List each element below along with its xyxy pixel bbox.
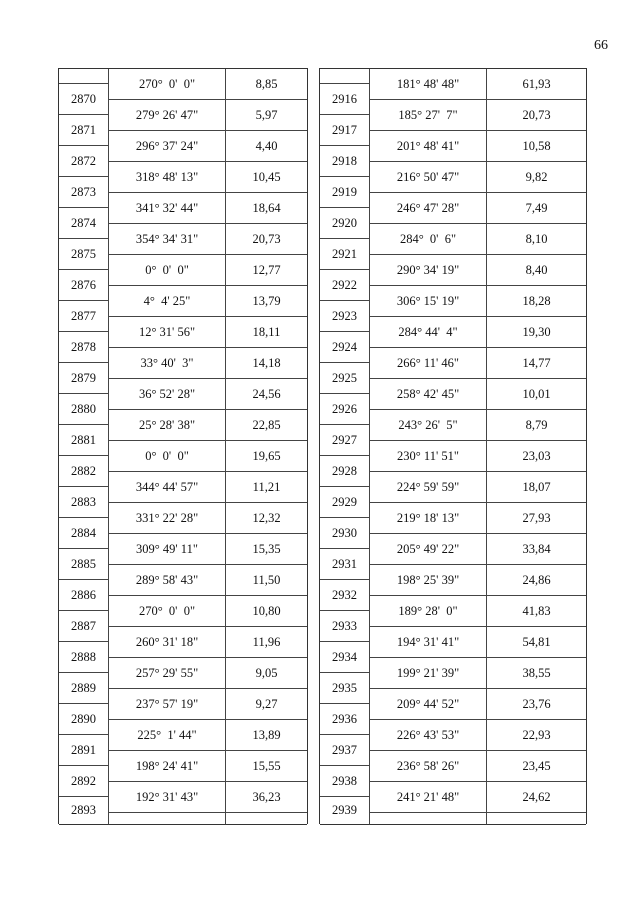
point-number: 2919 [320,177,370,208]
distance-value: 18,64 [226,193,307,224]
point-number: 2931 [320,549,370,580]
point-number: 2930 [320,518,370,549]
point-number: 2877 [59,301,109,332]
point-number: 2928 [320,456,370,487]
coordinates-table-left [58,68,308,824]
distance-value: 22,93 [487,720,586,751]
point-number: 2873 [59,177,109,208]
direction-angle: 198° 25' 39" [370,565,487,596]
distance-value: 12,32 [226,503,307,534]
direction-angle: 25° 28' 38" [109,410,226,441]
distance-value: 24,56 [226,379,307,410]
point-number: 2874 [59,208,109,239]
point-number: 2934 [320,642,370,673]
distance-value: 36,23 [226,782,307,813]
direction-angle: 284° 0' 6" [370,224,487,255]
direction-angle: 344° 44' 57" [109,472,226,503]
direction-angle: 241° 21' 48" [370,782,487,813]
direction-angle: 205° 49' 22" [370,534,487,565]
point-number: 2917 [320,115,370,146]
point-number: 2937 [320,735,370,766]
point-number: 2882 [59,456,109,487]
point-number: 2881 [59,425,109,456]
distance-value: 14,18 [226,348,307,379]
distance-value: 8,79 [487,410,586,441]
point-number: 2916 [320,84,370,115]
point-number: 2925 [320,363,370,394]
distance-value: 9,05 [226,658,307,689]
distance-value: 7,49 [487,193,586,224]
point-number: 2927 [320,425,370,456]
direction-angle: 309° 49' 11" [109,534,226,565]
point-number: 2878 [59,332,109,363]
direction-angle: 258° 42' 45" [370,379,487,410]
direction-angle: 185° 27' 7" [370,100,487,131]
point-number: 2923 [320,301,370,332]
distance-value: 24,86 [487,565,586,596]
distance-value: 8,10 [487,224,586,255]
direction-angle: 296° 37' 24" [109,131,226,162]
distance-value: 18,07 [487,472,586,503]
point-number: 2918 [320,146,370,177]
distance-value: 8,85 [226,69,307,100]
point-number: 2875 [59,239,109,270]
distance-value: 15,55 [226,751,307,782]
distance-value: 41,83 [487,596,586,627]
direction-angle: 284° 44' 4" [370,317,487,348]
direction-angle: 216° 50' 47" [370,162,487,193]
direction-angle: 198° 24' 41" [109,751,226,782]
direction-angle: 194° 31' 41" [370,627,487,658]
point-number: 2933 [320,611,370,642]
distance-value-empty [226,813,307,825]
direction-angle: 290° 34' 19" [370,255,487,286]
direction-angle: 257° 29' 55" [109,658,226,689]
distance-value: 12,77 [226,255,307,286]
distance-value: 11,96 [226,627,307,658]
direction-angle: 0° 0' 0" [109,255,226,286]
direction-angle: 192° 31' 43" [109,782,226,813]
point-number: 2876 [59,270,109,301]
distance-value: 10,58 [487,131,586,162]
direction-angle-empty [109,813,226,825]
distance-value: 9,27 [226,689,307,720]
direction-angle: 270° 0' 0" [109,596,226,627]
direction-angle: 224° 59' 59" [370,472,487,503]
direction-angle: 243° 26' 5" [370,410,487,441]
distance-value: 20,73 [226,224,307,255]
point-number: 2922 [320,270,370,301]
direction-angle: 189° 28' 0" [370,596,487,627]
point-number: 2885 [59,549,109,580]
distance-value: 8,40 [487,255,586,286]
point-number: 2870 [59,84,109,115]
direction-angle: 266° 11' 46" [370,348,487,379]
direction-angle: 33° 40' 3" [109,348,226,379]
point-number: 2879 [59,363,109,394]
point-number: 2872 [59,146,109,177]
distance-value: 18,28 [487,286,586,317]
distance-value: 9,82 [487,162,586,193]
distance-value: 18,11 [226,317,307,348]
direction-angle: 12° 31' 56" [109,317,226,348]
point-number: 2886 [59,580,109,611]
direction-angle: 36° 52' 28" [109,379,226,410]
direction-angle: 260° 31' 18" [109,627,226,658]
distance-value: 13,89 [226,720,307,751]
distance-value: 61,93 [487,69,586,100]
distance-value: 20,73 [487,100,586,131]
point-number: 2887 [59,611,109,642]
point-number: 2893 [59,797,109,825]
distance-value: 54,81 [487,627,586,658]
direction-angle: 289° 58' 43" [109,565,226,596]
point-number: 2920 [320,208,370,239]
direction-angle: 181° 48' 48" [370,69,487,100]
distance-value: 14,77 [487,348,586,379]
direction-angle: 246° 47' 28" [370,193,487,224]
direction-angle: 306° 15' 19" [370,286,487,317]
point-number: 2880 [59,394,109,425]
distance-value: 10,80 [226,596,307,627]
point-number: 2883 [59,487,109,518]
distance-value: 10,45 [226,162,307,193]
distance-value: 13,79 [226,286,307,317]
distance-value: 19,65 [226,441,307,472]
distance-value: 27,93 [487,503,586,534]
direction-angle: 279° 26' 47" [109,100,226,131]
direction-angle: 331° 22' 28" [109,503,226,534]
direction-angle: 201° 48' 41" [370,131,487,162]
point-number: 2929 [320,487,370,518]
point-number: 2921 [320,239,370,270]
point-number: 2926 [320,394,370,425]
direction-angle: 0° 0' 0" [109,441,226,472]
distance-value: 23,76 [487,689,586,720]
distance-value: 22,85 [226,410,307,441]
distance-value-empty [487,813,586,825]
point-number: 2924 [320,332,370,363]
point-number: 2871 [59,115,109,146]
point-number: 2891 [59,735,109,766]
distance-value: 38,55 [487,658,586,689]
point-number: 2892 [59,766,109,797]
distance-value: 5,97 [226,100,307,131]
distance-value: 4,40 [226,131,307,162]
distance-value: 24,62 [487,782,586,813]
point-number: 2936 [320,704,370,735]
distance-value: 23,03 [487,441,586,472]
direction-angle: 236° 58' 26" [370,751,487,782]
direction-angle: 226° 43' 53" [370,720,487,751]
direction-angle: 225° 1' 44" [109,720,226,751]
point-number: 2884 [59,518,109,549]
direction-angle: 237° 57' 19" [109,689,226,720]
distance-value: 33,84 [487,534,586,565]
point-number: 2939 [320,797,370,825]
distance-value: 19,30 [487,317,586,348]
point-number: 2888 [59,642,109,673]
direction-angle: 4° 4' 25" [109,286,226,317]
distance-value: 11,50 [226,565,307,596]
distance-value: 23,45 [487,751,586,782]
direction-angle: 209° 44' 52" [370,689,487,720]
distance-value: 10,01 [487,379,586,410]
direction-angle: 341° 32' 44" [109,193,226,224]
coordinates-table-right [319,68,587,824]
direction-angle: 219° 18' 13" [370,503,487,534]
point-number: 2890 [59,704,109,735]
page-number: 66 [594,38,608,53]
distance-value: 15,35 [226,534,307,565]
point-number: 2935 [320,673,370,704]
point-cell-empty [320,69,370,84]
point-number: 2889 [59,673,109,704]
direction-angle: 270° 0' 0" [109,69,226,100]
point-number: 2938 [320,766,370,797]
direction-angle: 199° 21' 39" [370,658,487,689]
direction-angle: 230° 11' 51" [370,441,487,472]
distance-value: 11,21 [226,472,307,503]
direction-angle-empty [370,813,487,825]
direction-angle: 318° 48' 13" [109,162,226,193]
point-number: 2932 [320,580,370,611]
point-cell-empty [59,69,109,84]
direction-angle: 354° 34' 31" [109,224,226,255]
